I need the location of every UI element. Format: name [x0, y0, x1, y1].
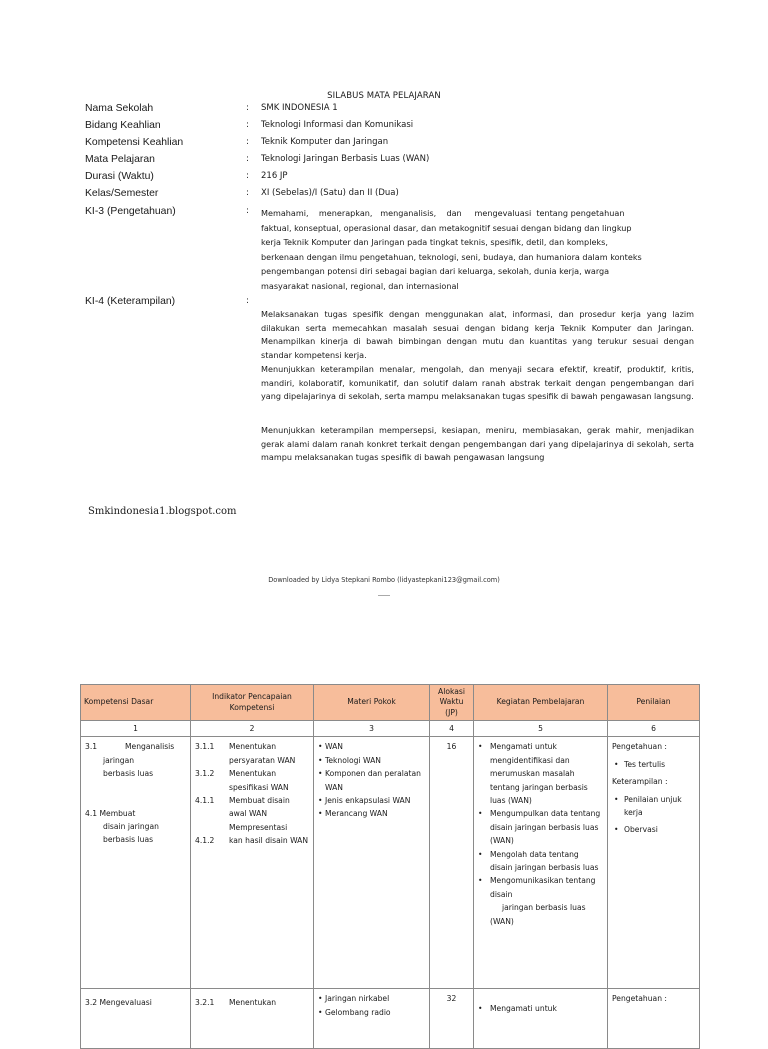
blog-watermark: Smkindonesia1.blogspot.com [88, 506, 237, 517]
ki4-paragraph-1: Melaksanakan tugas spesifik dengan menggunakan alat, informasi, dan prosedur kerja yang lazim dilakukan serta memecahkan masalah sesuai dengan bidang kerja Teknik Komputer dan Jaringan. Menampilkan kinerja di bawah bimbingan dengan mutu dan kuantitas yang terukur sesuai dengan standar kompetensi kerja. [261, 309, 694, 360]
list-item: • Obervasi [612, 823, 695, 836]
kegiatan-list [478, 740, 603, 901]
column-header: Penilaian [608, 685, 700, 721]
indicator-item [195, 740, 309, 767]
kd-text: Menganalisis [125, 742, 175, 752]
kompetensi-dasar-cell [81, 989, 191, 1049]
list-item: • Tes tertulis [612, 758, 695, 771]
kd-text: disain jaringan [103, 822, 159, 832]
list-item: • WAN [318, 740, 425, 753]
penilaian-heading: Keterampilan : [612, 777, 668, 787]
indicator-text: Menentukan persyaratan WAN [229, 742, 296, 765]
materi-list [318, 740, 425, 820]
column-number: 4 [430, 721, 474, 737]
materi-pokok-cell [314, 989, 430, 1049]
indicator-item [195, 996, 309, 1009]
download-note: Downloaded by Lidya Stepkani Rombo (lidyastepkani123@gmail.com) [268, 576, 500, 584]
list-item: • Merancang WAN [318, 807, 425, 820]
alokasi-waktu-cell: 32 [430, 989, 474, 1049]
meta-label: Mata Pelajaran [85, 154, 155, 165]
kd-text: berbasis luas [103, 769, 154, 779]
list-item: • Mengamati untuk mengidentifikasi dan merumuskan masalah tentang jaringan berbasis luas (WAN) [478, 740, 603, 807]
document-title: SILABUS MATA PELAJARAN [327, 91, 441, 101]
kegiatan-cell [474, 989, 608, 1049]
meta-label: Kompetensi Keahlian [85, 137, 184, 148]
kd-text: 3.2 Mengevaluasi [85, 998, 152, 1008]
indicator-item [195, 767, 309, 794]
ki3-line: masyarakat nasional, regional, dan internasional [261, 280, 459, 291]
table-number-row [81, 721, 700, 737]
indicator-item [195, 834, 309, 847]
penilaian-heading: Pengetahuan : [612, 742, 667, 752]
meta-colon: : [246, 188, 249, 198]
indicator-number: 3.1.2 [195, 769, 215, 779]
meta-value: 216 JP [261, 171, 288, 181]
column-header: Indikator Pencapaian Kompetensi [191, 685, 314, 721]
table-header-row [81, 685, 700, 721]
ki3-line: kerja Teknik Komputer dan Jaringan pada tingkat teknis, spesifik, detil, dan kompleks, [261, 237, 608, 248]
indikator-cell [191, 989, 314, 1049]
indicator-number: 3.2.1 [195, 998, 215, 1008]
ki3-description [261, 206, 694, 294]
list-item: • Mengumpulkan data tentang disain jaringan berbasis luas (WAN) [478, 807, 603, 847]
meta-value: XI (Sebelas)/I (Satu) dan II (Dua) [261, 188, 399, 198]
meta-colon: : [246, 296, 249, 306]
indicator-number: 4.1.2 [195, 836, 215, 846]
penilaian-list [612, 793, 695, 837]
kd-text: jaringan [103, 755, 135, 765]
meta-label: KI-4 (Keterampilan) [85, 296, 176, 307]
table-row [81, 737, 700, 989]
kd-number: 3.1 [85, 742, 98, 752]
kd-text: berbasis luas [103, 835, 154, 845]
column-number: 3 [314, 721, 430, 737]
indikator-cell [191, 737, 314, 989]
kegiatan-text: jaringan berbasis luas [502, 903, 586, 913]
meta-label: Durasi (Waktu) [85, 171, 154, 182]
indicator-text: Menentukan spesifikasi WAN [229, 769, 289, 792]
kd-text: 4.1 Membuat [85, 808, 136, 818]
meta-label: KI-3 (Pengetahuan) [85, 206, 176, 217]
list-item: • Teknologi WAN [318, 754, 425, 767]
meta-value: SMK INDONESIA 1 [261, 103, 338, 113]
list-item: • Komponen dan peralatan WAN [318, 767, 425, 794]
indicator-item [195, 794, 309, 834]
meta-label: Nama Sekolah [85, 103, 154, 114]
column-number: 5 [474, 721, 608, 737]
kegiatan-text: (WAN) [490, 916, 514, 926]
syllabus-table [80, 684, 700, 1049]
indicator-number: 3.1.1 [195, 742, 215, 752]
meta-label: Kelas/Semester [85, 188, 159, 199]
meta-colon: : [246, 206, 249, 216]
penilaian-list [612, 758, 695, 771]
kegiatan-cell [474, 737, 608, 989]
column-header: Kompetensi Dasar [81, 685, 191, 721]
indicator-number: 4.1.1 [195, 796, 215, 806]
list-item: • Mengomunikasikan tentang disain [478, 874, 603, 901]
alokasi-waktu-cell: 16 [430, 737, 474, 989]
column-number: 6 [608, 721, 700, 737]
penilaian-cell [608, 737, 700, 989]
separator-dash [378, 595, 390, 596]
list-item: • Penilaian unjuk kerja [612, 793, 695, 820]
materi-pokok-cell [314, 737, 430, 989]
meta-value: Teknologi Jaringan Berbasis Luas (WAN) [261, 154, 430, 164]
meta-colon: : [246, 120, 249, 130]
list-item: • Gelombang radio [318, 1006, 425, 1019]
ki4-paragraph-2: Menunjukkan keterampilan menalar, mengolah, dan menyaji secara efektif, kreatif, produktif, kritis, mandiri, kolaboratif, komunikatif, dan solutif dalam ranah abstrak terkait dengan pengembangan dari yang dipelajarinya di sekolah, serta mampu melaksanakan tugas spesifik di bawah pengawasan langsung. [261, 364, 694, 402]
meta-colon: : [246, 154, 249, 164]
list-item: • Jaringan nirkabel [318, 992, 425, 1005]
materi-list [318, 992, 425, 1019]
list-item: • Mengolah data tentang disain jaringan berbasis luas [478, 848, 603, 875]
indicator-text: kan hasil disain WAN [229, 836, 309, 846]
penilaian-heading: Pengetahuan : [612, 994, 667, 1004]
meta-colon: : [246, 137, 249, 147]
ki3-line: berkenaan dengan ilmu pengetahuan, teknologi, seni, budaya, dan humaniora dalam konteks [261, 251, 642, 262]
ki3-line: pengembangan potensi diri sebagai bagian dari keluarga, sekolah, dunia kerja, warga [261, 266, 610, 277]
list-item: • Jenis enkapsulasi WAN [318, 794, 425, 807]
meta-colon: : [246, 103, 249, 113]
ki4-paragraph-3: Menunjukkan keterampilan mempersepsi, kesiapan, meniru, membiasakan, gerak mahir, menjadikan gerak alami dalam ranah konkret terkait dengan pengembangan dari yang dipelajarinya di sekolah, serta mampu melaksanakan tugas spesifik di bawah pengawasan langsung [261, 425, 694, 463]
ki3-line: Memahami, menerapkan, menganalisis, dan mengevaluasi tentang pengetahuan [261, 208, 625, 218]
column-number: 1 [81, 721, 191, 737]
table-row [81, 989, 700, 1049]
ki3-line: faktual, konseptual, operasional dasar, dan metakognitif sesuai dengan bidang dan lingkup [261, 222, 632, 233]
kegiatan-list [478, 1002, 603, 1015]
penilaian-cell [608, 989, 700, 1049]
indicator-text: Menentukan [229, 998, 277, 1008]
column-header: Kegiatan Pembelajaran [474, 685, 608, 721]
kompetensi-dasar-cell [81, 737, 191, 989]
indicator-text: Membuat disain awal WAN Mempresentasi [229, 796, 290, 832]
meta-value: Teknik Komputer dan Jaringan [261, 137, 389, 147]
column-header: Materi Pokok [314, 685, 430, 721]
meta-value: Teknologi Informasi dan Komunikasi [261, 120, 414, 130]
meta-label: Bidang Keahlian [85, 120, 161, 131]
column-number: 2 [191, 721, 314, 737]
list-item: • Mengamati untuk [478, 1002, 603, 1015]
column-header: Alokasi Waktu (JP) [430, 685, 474, 721]
meta-colon: : [246, 171, 249, 181]
